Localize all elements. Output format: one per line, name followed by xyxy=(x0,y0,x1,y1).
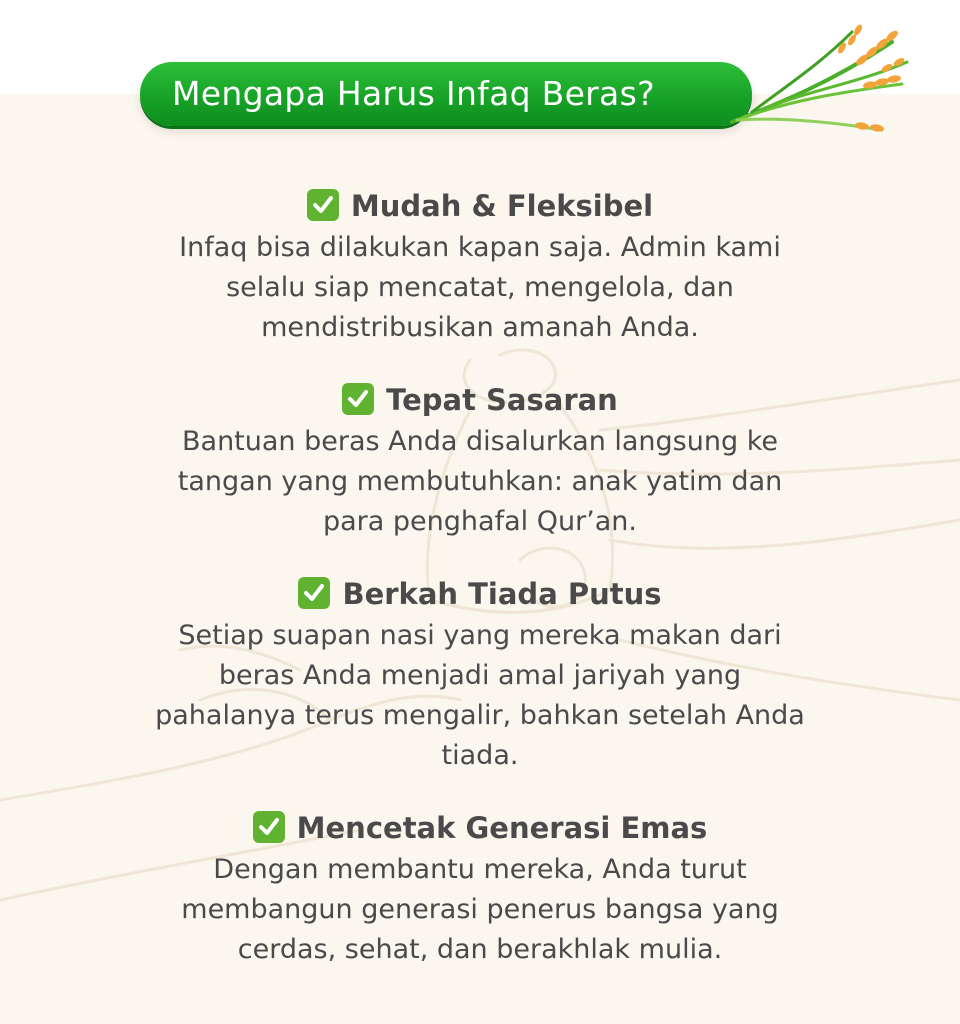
reason-heading xyxy=(100,378,860,422)
rice-stalk-icon xyxy=(722,22,912,134)
reason-line: cerdas, sehat, dan berakhlak mulia. xyxy=(237,934,723,965)
reason-item xyxy=(100,378,860,542)
reason-line: mendistribusikan amanah Anda. xyxy=(261,312,699,343)
reason-title: Mencetak Generasi Emas xyxy=(296,811,708,845)
reason-item xyxy=(100,806,860,970)
reason-heading xyxy=(100,184,860,228)
check-mark-icon xyxy=(342,383,374,415)
page-title: Mengapa Harus Infaq Beras? xyxy=(172,74,655,113)
check-mark-icon xyxy=(307,189,339,221)
reason-title: Tepat Sasaran xyxy=(386,383,618,417)
reason-item xyxy=(100,572,860,776)
reason-line: beras Anda menjadi amal jariyah yang xyxy=(218,660,742,691)
reason-description xyxy=(100,422,860,542)
reason-line: pahalanya terus mengalir, bahkan setelah Anda xyxy=(155,700,805,731)
reason-line: tiada. xyxy=(441,740,519,771)
reason-line: para penghafal Qur’an. xyxy=(323,506,637,537)
reason-line: Setiap suapan nasi yang mereka makan dari xyxy=(178,620,782,651)
title-banner xyxy=(140,62,752,126)
reason-description xyxy=(100,616,860,776)
reasons-list xyxy=(100,184,860,970)
reason-heading xyxy=(100,806,860,850)
reason-description xyxy=(100,850,860,970)
reason-title: Berkah Tiada Putus xyxy=(342,577,662,611)
reason-line: tangan yang membutuhkan: anak yatim dan xyxy=(177,466,783,497)
reason-line: Infaq bisa dilakukan kapan saja. Admin kami xyxy=(179,232,781,263)
check-mark-icon xyxy=(253,811,285,843)
reason-line: membangun generasi penerus bangsa yang xyxy=(181,894,779,925)
reason-line: Dengan membantu mereka, Anda turut xyxy=(213,854,747,885)
reason-line: Bantuan beras Anda disalurkan langsung ke xyxy=(182,426,778,457)
reason-line: selalu siap mencatat, mengelola, dan xyxy=(226,272,734,303)
reason-heading xyxy=(100,572,860,616)
reason-item xyxy=(100,184,860,348)
reason-title: Mudah & Fleksibel xyxy=(350,189,654,223)
reason-description xyxy=(100,228,860,348)
check-mark-icon xyxy=(298,577,330,609)
